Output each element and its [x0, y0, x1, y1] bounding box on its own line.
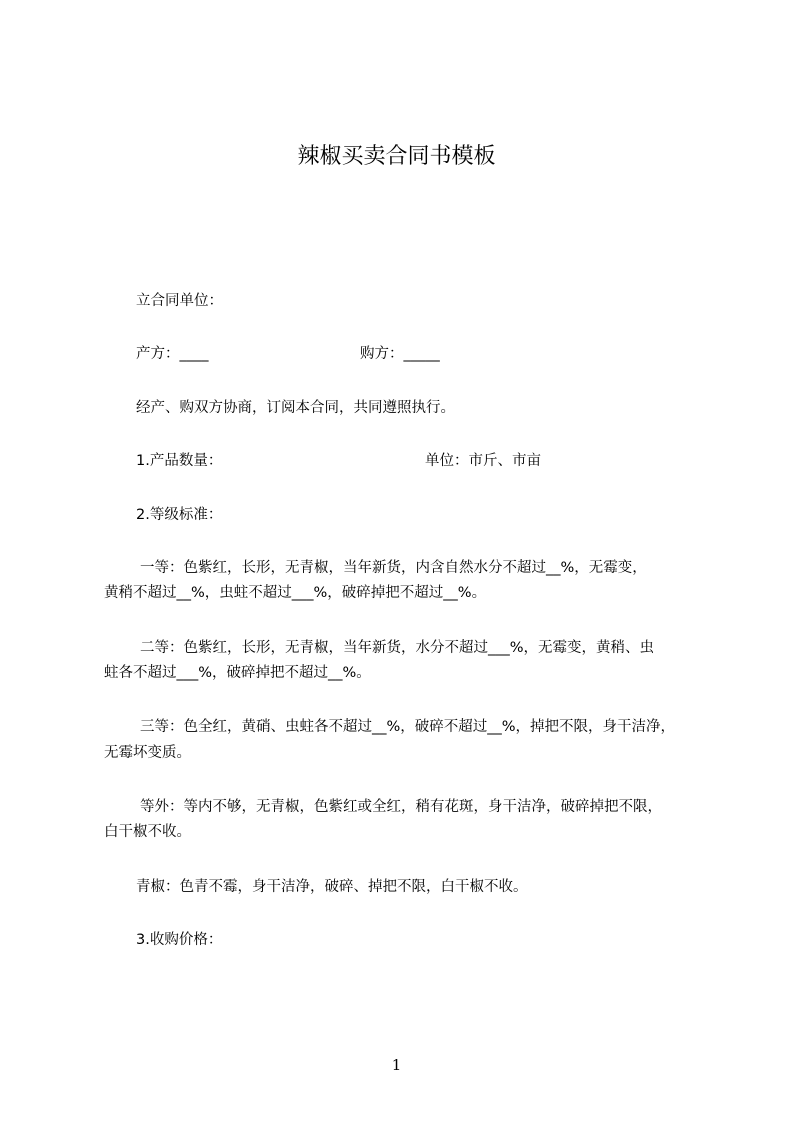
page-number: 1: [391, 1056, 402, 1074]
quantity-label: 1.产品数量：: [136, 453, 223, 469]
contract-unit-label: 立合同单位：: [136, 293, 223, 309]
green-pepper-paragraph: 青椒：色青不霉，身干洁净，破碎、掉把不限，白干椒不收。: [136, 879, 528, 895]
intro-paragraph: 经产、购双方协商，订阅本合同，共同遵照执行。: [136, 400, 455, 416]
grade1-line2: 黄稍不超过__%，虫蛀不超过___%，破碎掉把不超过__%。: [104, 585, 487, 601]
offgrade-line1: 等外：等内不够，无青椒，色紫红或全红，稍有花斑，身干洁净，破碎掉把不限，: [140, 799, 662, 815]
purchase-price-label: 3.收购价格：: [136, 932, 223, 948]
grade2-line2: 蛀各不超过___%，破碎掉把不超过__%。: [104, 665, 371, 681]
buyer-field: 购方：_____: [360, 346, 440, 362]
document-title: 辣椒买卖合同书模板: [297, 144, 496, 169]
grade1-line1: 一等：色紫红，长形，无青椒，当年新货，内含自然水分不超过__%，无霉变，: [140, 560, 647, 576]
grade3-line2: 无霉坏变质。: [104, 745, 191, 761]
offgrade-line2: 白干椒不收。: [104, 824, 191, 840]
quantity-unit: 单位：市斤、市亩: [425, 453, 541, 469]
grade3-line1: 三等：色全红，黄硝、虫蛀各不超过__%，破碎不超过__%，掉把不限，身干洁净，: [140, 719, 676, 735]
seller-field: 产方：____: [136, 346, 209, 362]
grade-standard-label: 2.等级标准：: [136, 507, 223, 523]
grade2-line1: 二等：色紫红，长形，无青椒，当年新货，水分不超过___%，无霉变，黄稍、虫: [140, 640, 655, 656]
